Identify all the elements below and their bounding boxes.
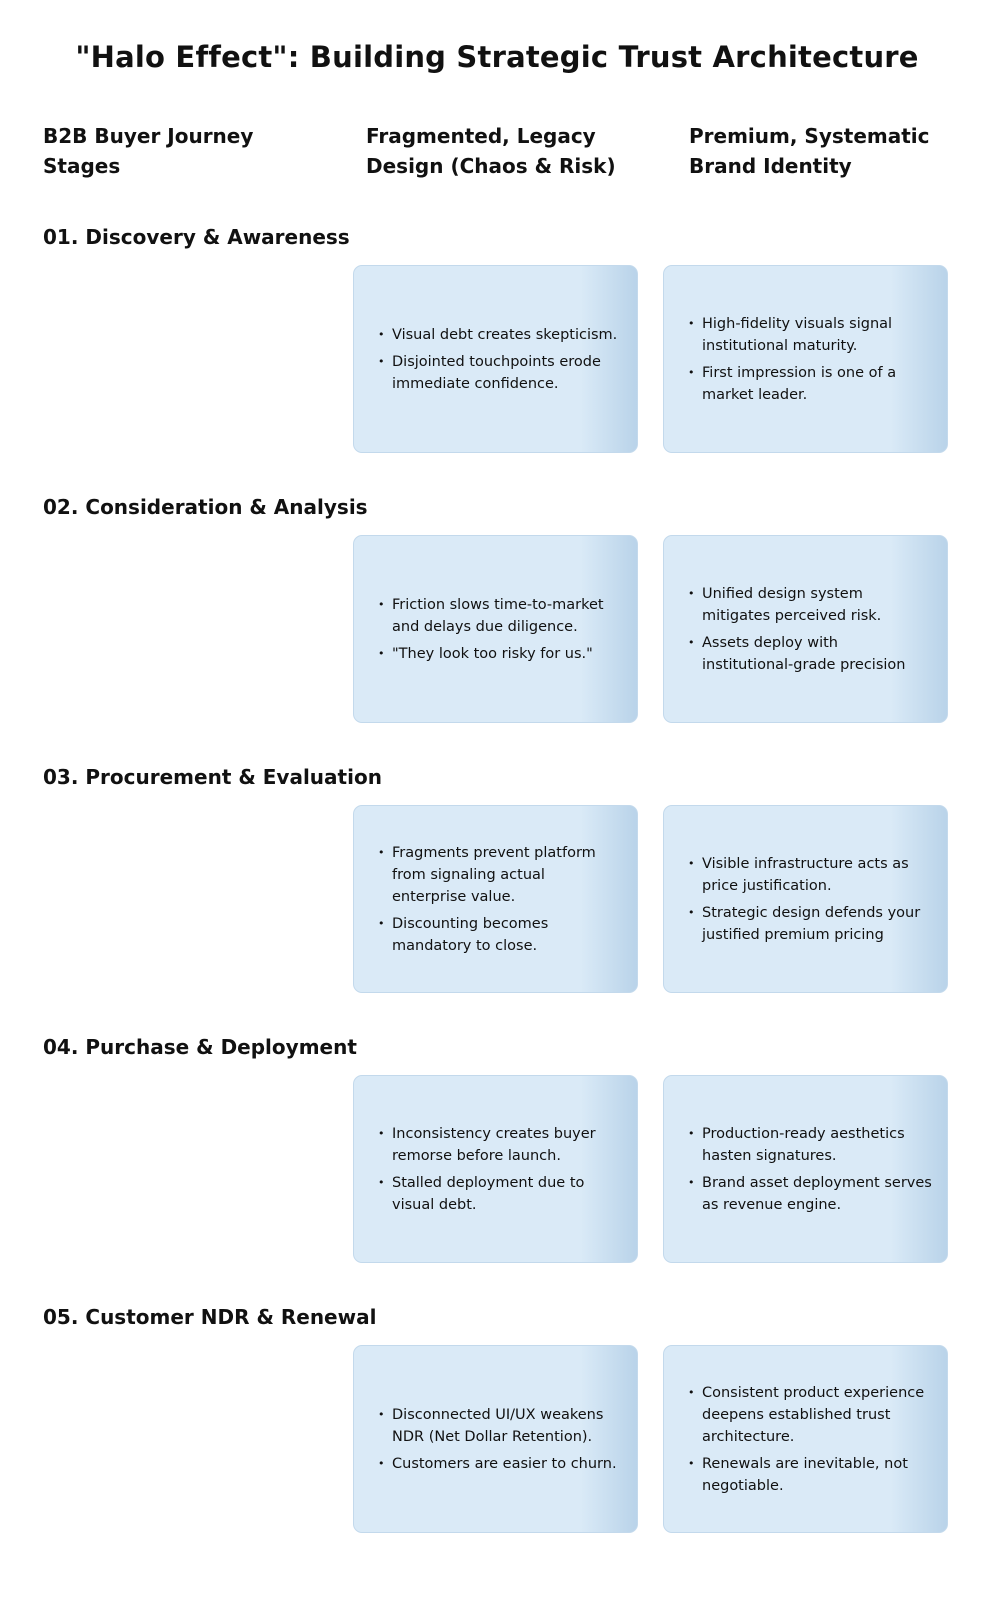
legacy-design-card	[353, 265, 638, 453]
column-header-premium-brand: Premium, Systematic Brand Identity	[689, 124, 930, 178]
bullet-point: • First impression is one of a market leader.	[688, 362, 933, 406]
bullet-list	[378, 589, 623, 670]
stage-title: 03. Procurement & Evaluation	[43, 765, 382, 789]
bullet-point: • "They look too risky for us."	[378, 643, 623, 665]
bullet-list	[378, 1399, 623, 1480]
bullet-list	[688, 308, 933, 411]
legacy-design-card	[353, 805, 638, 993]
premium-brand-card	[663, 1075, 948, 1263]
bullet-point: • Fragments prevent platform from signaling actual enterprise value.	[378, 842, 623, 908]
column-header-stages: B2B Buyer Journey Stages	[43, 124, 254, 178]
page-title: "Halo Effect": Building Strategic Trust Architecture	[75, 40, 919, 74]
bullet-point: • Visual debt creates skepticism.	[378, 324, 623, 346]
bullet-list	[688, 848, 933, 951]
bullet-point: • Assets deploy with institutional-grade precision	[688, 632, 933, 676]
bullet-point: • High-fidelity visuals signal institutional maturity.	[688, 313, 933, 357]
bullet-point: • Brand asset deployment serves as revenue engine.	[688, 1172, 933, 1216]
premium-brand-card	[663, 1345, 948, 1533]
bullet-point: • Friction slows time-to-market and delays due diligence.	[378, 594, 623, 638]
bullet-point: • Customers are easier to churn.	[378, 1453, 623, 1475]
bullet-point: • Production-ready aesthetics hasten signatures.	[688, 1123, 933, 1167]
bullet-point: • Disconnected UI/UX weakens NDR (Net Dollar Retention).	[378, 1404, 623, 1448]
bullet-point: • Unified design system mitigates perceived risk.	[688, 583, 933, 627]
bullet-list	[378, 1118, 623, 1221]
bullet-list	[688, 1118, 933, 1221]
bullet-point: • Disjointed touchpoints erode immediate confidence.	[378, 351, 623, 395]
bullet-point: • Discounting becomes mandatory to close.	[378, 913, 623, 957]
bullet-point: • Stalled deployment due to visual debt.	[378, 1172, 623, 1216]
premium-brand-card	[663, 805, 948, 993]
stage-title: 04. Purchase & Deployment	[43, 1035, 357, 1059]
stage-title: 05. Customer NDR & Renewal	[43, 1305, 377, 1329]
column-header-legacy-design: Fragmented, Legacy Design (Chaos & Risk)	[366, 124, 616, 178]
legacy-design-card	[353, 1345, 638, 1533]
premium-brand-card	[663, 265, 948, 453]
premium-brand-card	[663, 535, 948, 723]
stage-title: 02. Consideration & Analysis	[43, 495, 368, 519]
bullet-point: • Strategic design defends your justified premium pricing	[688, 902, 933, 946]
bullet-point: • Consistent product experience deepens established trust architecture.	[688, 1382, 933, 1448]
bullet-list	[378, 837, 623, 962]
bullet-point: • Visible infrastructure acts as price justification.	[688, 853, 933, 897]
bullet-point: • Renewals are inevitable, not negotiable.	[688, 1453, 933, 1497]
legacy-design-card	[353, 535, 638, 723]
bullet-list	[688, 1377, 933, 1502]
bullet-list	[378, 319, 623, 400]
bullet-point: • Inconsistency creates buyer remorse before launch.	[378, 1123, 623, 1167]
stage-title: 01. Discovery & Awareness	[43, 225, 350, 249]
legacy-design-card	[353, 1075, 638, 1263]
bullet-list	[688, 578, 933, 681]
